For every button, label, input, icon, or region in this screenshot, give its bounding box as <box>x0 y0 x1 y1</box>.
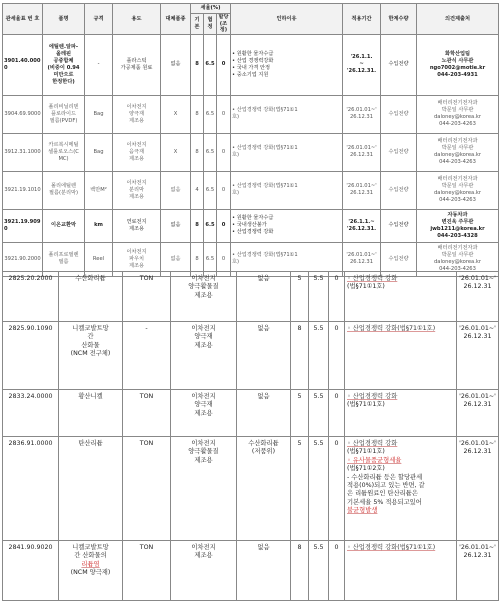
contact: 배터리전기전자과 박문일 사무관 daloney@korea.kr 044-203-4263 <box>417 242 499 276</box>
header-limit: 한계수량 <box>381 4 417 35</box>
agreement-rate: 6.5 <box>204 171 217 209</box>
quota-rate: 0 <box>329 541 345 601</box>
spec: 백만M² <box>85 171 113 209</box>
limit: 수입전량 <box>381 171 417 209</box>
header-rates: 세율(%) <box>191 4 231 14</box>
quota-rate: 0 <box>217 209 231 242</box>
table-row <box>3 272 499 322</box>
period: '26.01.01~' 26.12.31 <box>457 272 499 322</box>
hs-code: 3904.69.9000 <box>3 95 43 133</box>
spec: - <box>123 322 171 390</box>
agreement-rate: 5.5 <box>309 437 329 541</box>
limit: 수입전량 <box>381 95 417 133</box>
hs-code: 3912.31.1000 <box>3 133 43 171</box>
period: '26.01.01~' 26.12.31 <box>343 242 381 276</box>
hs-code: 2825.20.2000 <box>3 272 59 322</box>
quota-rate: 0 <box>329 322 345 390</box>
agreement-rate: 6.5 <box>204 34 217 95</box>
base-rate: 5 <box>291 437 309 541</box>
limit: 수입전량 <box>381 209 417 242</box>
limit: 수입전량 <box>381 242 417 276</box>
header-code: 관세율표 번 호 <box>3 4 43 35</box>
base-rate: 8 <box>191 34 204 95</box>
item-name: 폴리프로필렌 필름 <box>43 242 85 276</box>
agreement-rate: 5.5 <box>309 390 329 437</box>
contact: 배터리전기전자과 박문일 사무관 daloney@korea.kr 044-203-4263 <box>417 171 499 209</box>
spec: Bag <box>85 95 113 133</box>
reason: • 원활한 물자수급 • 국내생산불가 • 산업경쟁력 강화 <box>231 209 343 242</box>
substitute: 수산화리튬 (저품위) <box>237 437 291 541</box>
quota-rate: 0 <box>329 272 345 322</box>
substitute: 없음 <box>161 171 191 209</box>
use: 이차전지 양극활물질 제조용 <box>171 437 237 541</box>
spec: TON <box>123 437 171 541</box>
contact: 배터리전기전자과 박문일 사무관 daloney@korea.kr 044-203-4263 <box>417 95 499 133</box>
header-period: 적용기간 <box>343 4 381 35</box>
contact: 자동차과 변진욱 주무관 jwb1211@korea.kr 044-203-4328 <box>417 209 499 242</box>
period: '26.01.01~' 26.12.31 <box>343 133 381 171</box>
header-item: 품명 <box>43 4 85 35</box>
period: '26.01.01~' 26.12.31 <box>343 171 381 209</box>
header-use: 용도 <box>113 4 161 35</box>
quota-rate: 0 <box>217 242 231 276</box>
table-row <box>3 541 499 601</box>
use: 플라스틱 가공제품 원료 <box>113 34 161 95</box>
substitute: 없음 <box>237 272 291 322</box>
contact: 화학산업팀 노관식 사무관 ngo7002@motie.kr 044-203-4931 <box>417 34 499 95</box>
quota-rate: 0 <box>329 437 345 541</box>
use: 이차전지 파우치 제조용 <box>113 242 161 276</box>
spec: - <box>85 34 113 95</box>
agreement-rate: 6.5 <box>204 133 217 171</box>
use: 이차전지 양극재 제조용 <box>171 390 237 437</box>
period: '26.01.01~' 26.12.31 <box>343 95 381 133</box>
base-rate: 5 <box>291 390 309 437</box>
use: 이차전지 제조용 <box>171 541 237 601</box>
item-name: 니켈코발트망 간 산화물의 리튬염 (NCM 양극재) <box>59 541 123 601</box>
tariff-table-bottom <box>2 271 499 601</box>
item-name: 탄산리튬 <box>59 437 123 541</box>
period: '26.1.1. ~ '26.12.31. <box>343 34 381 95</box>
hs-code: 3921.19.9090 <box>3 209 43 242</box>
header-contact: 의견제출처 <box>417 4 499 35</box>
item-name: 폴리비닐리덴 플로라이드 필름(PVDF) <box>43 95 85 133</box>
substitute: 없음 <box>237 322 291 390</box>
limit: 수입전량 <box>381 34 417 95</box>
contact: 배터리전기전자과 박문일 사무관 daloney@korea.kr 044-203-4263 <box>417 133 499 171</box>
item-name: 폴리에틸렌 필름(분리막) <box>43 171 85 209</box>
hs-code: 2833.24.0000 <box>3 390 59 437</box>
use: 이차전지 양극활물질 제조용 <box>171 272 237 322</box>
reason: ◦ 산업경쟁력 강화 (법§71①1호) <box>345 390 457 437</box>
base-rate: 8 <box>191 95 204 133</box>
table-row <box>3 133 499 171</box>
agreement-rate: 6.5 <box>204 95 217 133</box>
item-name: 카르복시메틸 셀룰로오스(C MC) <box>43 133 85 171</box>
spec: Bag <box>85 133 113 171</box>
header-base: 기본 <box>191 14 204 35</box>
use: 이차전지 분리막 제조용 <box>113 171 161 209</box>
base-rate: 8 <box>291 322 309 390</box>
item-name: 황산니켈 <box>59 390 123 437</box>
spec: TON <box>123 272 171 322</box>
table-row <box>3 171 499 209</box>
limit: 수입전량 <box>381 133 417 171</box>
reason: • 산업경쟁력 강화(법§71①1 호) <box>231 171 343 209</box>
substitute: 없음 <box>161 209 191 242</box>
header-quota: 할당 (조정) <box>218 14 229 33</box>
base-rate: 8 <box>291 541 309 601</box>
quota-rate: 0 <box>217 95 231 133</box>
table-row <box>3 34 499 95</box>
hs-code: 3901.40.0000 <box>3 34 43 95</box>
header-spec: 규격 <box>85 4 113 35</box>
period: '26.1.1.~ '26.12.31. <box>343 209 381 242</box>
table-row <box>3 437 499 541</box>
use: 이차전지 양극재 제조용 <box>171 322 237 390</box>
period: '26.01.01~' 26.12.31 <box>457 541 499 601</box>
agreement-rate: 5.5 <box>309 322 329 390</box>
base-rate: 5 <box>291 272 309 322</box>
table-row <box>3 209 499 242</box>
header-agreement: 협정 <box>204 14 217 35</box>
base-rate: 8 <box>191 133 204 171</box>
period: '26.01.01~' 26.12.31 <box>457 322 499 390</box>
use: 연료전지 제조용 <box>113 209 161 242</box>
base-rate: 8 <box>191 242 204 276</box>
reason: • 산업경쟁력 강화(법§71①1 호) <box>231 242 343 276</box>
header-reason: 인하이유 <box>231 4 343 35</box>
spec: km <box>85 209 113 242</box>
period: '26.01.01~' 26.12.31 <box>457 390 499 437</box>
quota-rate: 0 <box>217 171 231 209</box>
spec: Reel <box>85 242 113 276</box>
header-substitute: 대체품종 <box>161 4 191 35</box>
item-name: 수산화리튬 <box>59 272 123 322</box>
agreement-rate: 5.5 <box>309 272 329 322</box>
hs-code: 2841.90.9020 <box>3 541 59 601</box>
substitute: X <box>161 133 191 171</box>
agreement-rate: 6.5 <box>204 209 217 242</box>
table-row <box>3 322 499 390</box>
table-row <box>3 95 499 133</box>
item-name: 이온교환막 <box>43 209 85 242</box>
substitute: 없음 <box>237 390 291 437</box>
use: 이차전지 양극재 제조용 <box>113 95 161 133</box>
reason: ◦ 산업경쟁력 강화(법§71①1호) <box>345 541 457 601</box>
substitute: 없음 <box>161 242 191 276</box>
period: '26.01.01~' 26.12.31 <box>457 437 499 541</box>
substitute: 없음 <box>237 541 291 601</box>
quota-rate: 0 <box>217 34 231 95</box>
reason: ◦ 산업경쟁력 강화(법§71①1호) <box>345 322 457 390</box>
reason: • 산업경쟁력 강화(법§71①1 호) <box>231 95 343 133</box>
item-name: 에틸렌.알파- 올레핀 공중합체 (비중이 0.94 미만으로 한정한다) <box>43 34 85 95</box>
agreement-rate: 6.5 <box>204 242 217 276</box>
quota-rate: 0 <box>329 390 345 437</box>
spec: TON <box>123 541 171 601</box>
hs-code: 3921.90.2000 <box>3 242 43 276</box>
hs-code: 3921.19.1010 <box>3 171 43 209</box>
base-rate: 4 <box>191 171 204 209</box>
table-row <box>3 390 499 437</box>
reason: ◦ 산업경쟁력 강화 (법§71①1호) <box>345 272 457 322</box>
reason: ◦ 산업경쟁력 강화 (법§71①1호) ◦ 유사물품균형세율 (법§71①2호) - 수산화리튬 등은 할당관세 적용(0%)되고 있는 반면, 같 은 리튬원료인 탄산리튬은 기본세율 5% 적용되고있어 불균형발생 <box>345 437 457 541</box>
quota-rate: 0 <box>217 133 231 171</box>
reason: • 원활한 물자수급 • 산업 경쟁력강화 • 국내 가격 안정 • 중소기업 지원 <box>231 34 343 95</box>
substitute: 없음 <box>161 34 191 95</box>
hs-code: 2836.91.0000 <box>3 437 59 541</box>
reason: • 산업경쟁력 강화(법§71①1 호) <box>231 133 343 171</box>
tariff-table-top <box>2 3 499 277</box>
agreement-rate: 5.5 <box>309 541 329 601</box>
spec: TON <box>123 390 171 437</box>
hs-code: 2825.90.1090 <box>3 322 59 390</box>
substitute: X <box>161 95 191 133</box>
item-name: 니켈코발트망 간 산화물 (NCM 전구체) <box>59 322 123 390</box>
base-rate: 8 <box>191 209 204 242</box>
use: 이차전지 음극재 제조용 <box>113 133 161 171</box>
